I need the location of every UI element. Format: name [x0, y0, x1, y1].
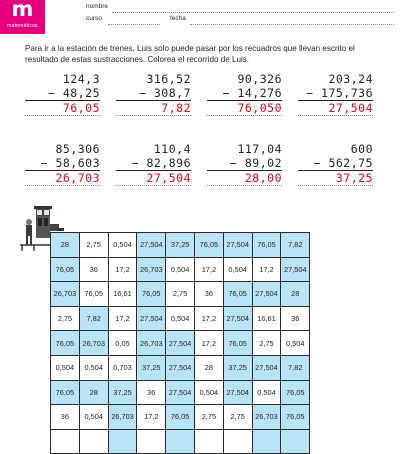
subtrahend-value: 308,7	[153, 86, 191, 100]
subtrahend-value: 14,276	[237, 86, 282, 100]
answer-line	[116, 115, 191, 116]
grid-cell[interactable]	[79, 429, 108, 454]
grid-cell[interactable]: 0,504	[194, 380, 223, 405]
minuend: 85,306	[55, 142, 100, 156]
grid-row	[51, 331, 310, 356]
minuend: 316,52	[146, 72, 191, 86]
grid-cell[interactable]: 17,2	[108, 306, 137, 331]
minus-sign: −	[230, 156, 245, 170]
grid-cell[interactable]: 76,05	[51, 380, 80, 405]
minus-sign: −	[306, 86, 322, 100]
answer-line	[298, 185, 373, 186]
grid-cell[interactable]: 28	[79, 380, 108, 405]
grid-cell[interactable]: 76,05	[79, 282, 108, 307]
minus-sign: −	[131, 156, 147, 170]
grid-cell[interactable]: 36	[51, 405, 80, 430]
grid-cell[interactable]: 0,703	[108, 355, 137, 380]
grid-cell[interactable]: 26,703	[51, 282, 80, 307]
grid-cell[interactable]: 2,75	[79, 233, 108, 258]
grid-cell[interactable]	[51, 429, 80, 454]
worksheet-header	[0, 0, 400, 34]
subtrahend	[25, 86, 100, 100]
grid-cell[interactable]: 36	[79, 257, 108, 282]
grid-cell[interactable]: 17,2	[108, 257, 137, 282]
minus-sign: −	[48, 86, 63, 100]
grid-cell[interactable]: 27,504	[223, 306, 252, 331]
grid-cell[interactable]: 26,703	[79, 331, 108, 356]
subtrahend	[116, 156, 191, 170]
grid-cell[interactable]: 76,05	[166, 405, 195, 430]
curso-label: curso	[86, 15, 102, 22]
minus-sign: −	[313, 156, 329, 170]
minuend: 117,04	[237, 142, 282, 156]
grid-cell[interactable]: 76,05	[223, 282, 252, 307]
nombre-label: nombre	[86, 3, 109, 10]
grid-cell[interactable]: 28	[51, 233, 80, 258]
grid-cell[interactable]: 2,75	[252, 331, 281, 356]
grid-cell[interactable]	[166, 429, 195, 454]
minuend: 124,3	[62, 72, 100, 86]
grid-cell[interactable]: 17,2	[252, 257, 281, 282]
grid-cell[interactable]: 27,504	[281, 257, 310, 282]
grid-cell[interactable]: 0,504	[108, 233, 137, 258]
minuend: 90,326	[237, 72, 282, 86]
answer-line	[207, 185, 282, 186]
subtrahend	[207, 86, 282, 100]
subtrahend-value: 58,603	[55, 156, 100, 170]
grid-cell[interactable]: 0,504	[166, 257, 195, 282]
grid-cell[interactable]: 27,504	[166, 355, 195, 380]
grid-cell[interactable]: 37,25	[223, 355, 252, 380]
grid-cell[interactable]: 7,82	[79, 306, 108, 331]
grid-cell[interactable]: 27,504	[252, 282, 281, 307]
result-answer[interactable]: 27,504	[328, 101, 373, 115]
minuend: 110,4	[153, 142, 191, 156]
grid-cell[interactable]: 36	[137, 380, 166, 405]
fecha-label: fecha	[170, 15, 186, 22]
subtrahend-value: 562,75	[328, 156, 373, 170]
result-answer[interactable]: 27,504	[146, 171, 191, 185]
grid-cell[interactable]: 37,25	[166, 233, 195, 258]
grid-cell[interactable]: 27,504	[137, 233, 166, 258]
curso-field[interactable]	[108, 24, 160, 25]
answer-line	[25, 185, 100, 186]
logo-letter: m	[11, 0, 34, 21]
result-answer[interactable]: 26,703	[55, 171, 100, 185]
minus-sign: −	[222, 86, 238, 100]
grid-cell[interactable]: 17,2	[194, 257, 223, 282]
nombre-field[interactable]	[112, 12, 394, 13]
subtrahend-value: 82,896	[146, 156, 191, 170]
grid-cell[interactable]	[252, 429, 281, 454]
subject-logo	[0, 0, 45, 34]
subtraction-problem	[207, 142, 282, 186]
grid-cell[interactable]: 27,504	[223, 380, 252, 405]
minuend: 600	[350, 142, 373, 156]
instructions-text: Para ir a la estación de trenes, Luis solo puede pasar por los recuadros que llevan escrito el resultado de estas sustracciones. Colorea el recorrido de Luis.	[25, 44, 355, 65]
grid-row	[51, 405, 310, 430]
subtrahend	[25, 156, 100, 170]
grid-cell[interactable]	[108, 429, 137, 454]
logo-subtitle: matemáticas	[7, 23, 38, 29]
grid-cell[interactable]: 16,61	[252, 306, 281, 331]
grid-cell[interactable]: 36	[281, 306, 310, 331]
grid-cell[interactable]: 76,05	[137, 282, 166, 307]
grid-row	[51, 282, 310, 307]
grid-cell[interactable]: 27,504	[223, 233, 252, 258]
subtrahend	[116, 86, 191, 100]
minus-sign: −	[40, 156, 56, 170]
subtraction-problem	[25, 72, 100, 116]
grid-cell[interactable]: 76,05	[51, 257, 80, 282]
grid-cell[interactable]: 0,504	[79, 405, 108, 430]
grid-cell[interactable]: 37,25	[137, 355, 166, 380]
grid-row	[51, 306, 310, 331]
grid-cell[interactable]	[281, 429, 310, 454]
grid-cell[interactable]	[137, 429, 166, 454]
grid-cell[interactable]: 0,504	[51, 355, 80, 380]
grid-cell[interactable]: 76,05	[223, 331, 252, 356]
grid-cell[interactable]: 37,25	[108, 380, 137, 405]
answer-line	[116, 185, 191, 186]
result-answer[interactable]: 7,82	[161, 101, 191, 115]
grid-cell[interactable]: 76,05	[281, 380, 310, 405]
result-answer[interactable]: 76,050	[237, 101, 282, 115]
grid-cell[interactable]: 0,504	[252, 380, 281, 405]
grid-cell[interactable]: 27,504	[166, 331, 195, 356]
grid-cell[interactable]: 7,82	[281, 355, 310, 380]
grid-cell[interactable]: 26,703	[137, 257, 166, 282]
subtrahend-value: 175,736	[321, 86, 373, 100]
subtrahend	[298, 156, 373, 170]
subtrahend-value: 48,25	[62, 86, 100, 100]
subtrahend-value: 89,02	[244, 156, 282, 170]
grid-cell[interactable]: 0,05	[108, 331, 137, 356]
subtrahend	[207, 156, 282, 170]
subtrahend	[298, 86, 373, 100]
minus-sign: −	[139, 86, 154, 100]
minuend: 203,24	[328, 72, 373, 86]
subtraction-problem	[116, 72, 191, 116]
grid-cell[interactable]: 76,05	[281, 405, 310, 430]
grid-row	[51, 429, 310, 454]
grid-cell[interactable]	[223, 429, 252, 454]
grid-cell[interactable]: 26,703	[252, 405, 281, 430]
grid-cell[interactable]: 2,75	[51, 306, 80, 331]
answer-line	[298, 115, 373, 116]
grid-row	[51, 355, 310, 380]
grid-cell[interactable]: 17,2	[194, 331, 223, 356]
grid-cell[interactable]: 7,82	[281, 233, 310, 258]
grid-cell[interactable]: 0,504	[223, 257, 252, 282]
grid-cell[interactable]: 28	[194, 355, 223, 380]
grid-row	[51, 257, 310, 282]
subtraction-problem	[298, 142, 373, 186]
grid-row	[51, 380, 310, 405]
grid-cell[interactable]: 2,75	[166, 282, 195, 307]
grid-cell[interactable]: 17,2	[137, 405, 166, 430]
grid-cell[interactable]: 0,504	[79, 355, 108, 380]
result-answer[interactable]: 28,00	[244, 171, 282, 185]
grid-row	[51, 233, 310, 258]
subtraction-problem	[207, 72, 282, 116]
subtraction-problem	[298, 72, 373, 116]
answer-line	[207, 115, 282, 116]
grid-cell[interactable]: 2,75	[223, 405, 252, 430]
answer-line	[25, 115, 100, 116]
grid-cell[interactable]: 27,504	[166, 380, 195, 405]
grid-cell[interactable]: 0,504	[166, 306, 195, 331]
grid-cell[interactable]: 26,703	[108, 405, 137, 430]
grid-cell[interactable]: 27,504	[252, 355, 281, 380]
grid-cell[interactable]: 0,504	[281, 331, 310, 356]
grid-cell[interactable]: 26,703	[137, 331, 166, 356]
path-grid	[50, 232, 310, 454]
grid-cell[interactable]: 76,05	[252, 233, 281, 258]
grid-cell[interactable]: 27,504	[137, 306, 166, 331]
grid-cell[interactable]: 28	[281, 282, 310, 307]
grid-cell[interactable]: 2,75	[194, 405, 223, 430]
result-answer[interactable]: 37,25	[335, 171, 373, 185]
subtraction-problem	[116, 142, 191, 186]
fecha-field[interactable]	[190, 24, 394, 25]
grid-cell[interactable]	[194, 429, 223, 454]
grid-cell[interactable]: 17,2	[194, 306, 223, 331]
grid-cell[interactable]: 36	[194, 282, 223, 307]
grid-cell[interactable]: 76,05	[194, 233, 223, 258]
grid-cell[interactable]: 16,61	[108, 282, 137, 307]
subtraction-problem	[25, 142, 100, 186]
result-answer[interactable]: 76,05	[62, 101, 100, 115]
grid-cell[interactable]: 76,05	[51, 331, 80, 356]
